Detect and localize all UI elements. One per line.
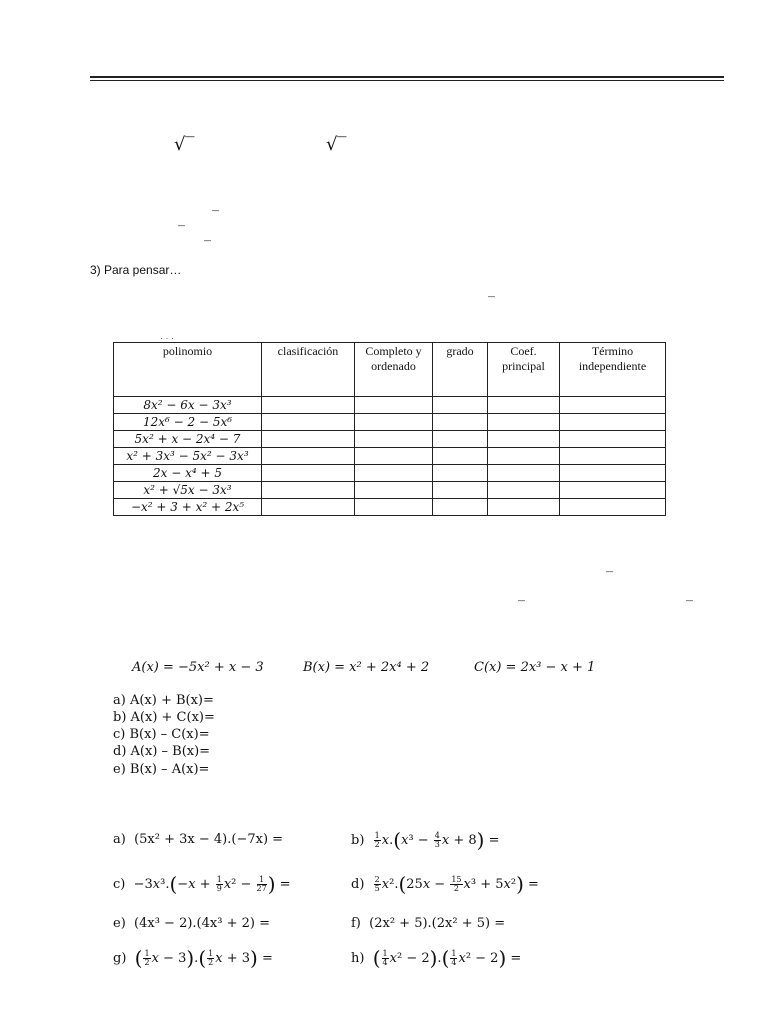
polynomial-cell: 8x² − 6x − 3x³	[114, 397, 262, 414]
empty-cell[interactable]	[488, 431, 560, 448]
empty-cell[interactable]	[262, 448, 355, 465]
list-item: b) A(x) + C(x)=	[113, 710, 215, 725]
fraction: $\frac{1}{2}$	[144, 949, 150, 967]
empty-cell[interactable]	[355, 431, 433, 448]
empty-cell[interactable]	[355, 499, 433, 516]
empty-cell[interactable]	[355, 465, 433, 482]
product-g-label: g)	[113, 951, 127, 966]
definition-a: A(x) = −5x² + x − 3	[132, 660, 264, 675]
header-polinomio: polinomio	[114, 343, 262, 397]
product-g: g) ( $\frac{1}{2}$ x − 3).( $\frac{1}{2}$ x + 3) =	[113, 946, 273, 970]
sqrt-fragment-2: √‾	[326, 134, 347, 155]
header-coef: Coef. principal	[488, 343, 560, 397]
header-grado: grado	[433, 343, 488, 397]
empty-cell[interactable]	[488, 414, 560, 431]
product-a-expr: (5x² + 3x − 4).(−7x) =	[134, 832, 284, 847]
list-item: a) A(x) + B(x)=	[113, 693, 214, 708]
header-rule-thick	[90, 76, 724, 78]
empty-cell[interactable]	[433, 499, 488, 516]
polynomial-cell: x² + √5x − 3x³	[114, 482, 262, 499]
table-header-row	[114, 343, 666, 397]
table-row	[114, 465, 666, 482]
list-item: c) B(x) – C(x)=	[113, 727, 210, 742]
product-a	[113, 832, 283, 847]
fraction: $\frac{2}{5}$	[374, 875, 380, 893]
empty-cell[interactable]	[560, 414, 666, 431]
polynomial-cell: 5x² + x − 2x⁴ − 7	[114, 431, 262, 448]
empty-cell[interactable]	[560, 482, 666, 499]
fraction: $\frac{1}{9}$	[216, 875, 222, 893]
product-f-expr: (2x² + 5).(2x² + 5) =	[369, 916, 506, 931]
empty-cell[interactable]	[355, 448, 433, 465]
empty-cell[interactable]	[488, 397, 560, 414]
fraction: $\frac{4}{3}$	[434, 831, 440, 849]
section-3-heading: 3) Para pensar…	[90, 263, 182, 277]
product-f	[351, 916, 505, 931]
dash-fragment-5: _	[606, 557, 613, 573]
product-h-label: h)	[351, 951, 365, 966]
empty-cell[interactable]	[488, 482, 560, 499]
product-a-label: a)	[113, 832, 126, 847]
table-row	[114, 414, 666, 431]
dash-fragment-7: _	[686, 586, 693, 602]
definition-b: B(x) = x² + 2x⁴ + 2	[303, 660, 430, 675]
empty-cell[interactable]	[433, 448, 488, 465]
empty-cell[interactable]	[262, 431, 355, 448]
empty-cell[interactable]	[433, 465, 488, 482]
empty-cell[interactable]	[560, 465, 666, 482]
empty-cell[interactable]	[560, 448, 666, 465]
table-row	[114, 482, 666, 499]
product-b: b) $\frac{1}{2}$ x.(x³ − $\frac{4}{3}$ x + 8) =	[351, 828, 500, 852]
empty-cell[interactable]	[560, 397, 666, 414]
product-e	[113, 916, 270, 931]
list-item: d) A(x) – B(x)=	[113, 744, 211, 759]
dash-fragment-1: _	[212, 196, 219, 212]
dot-marks: · · ·	[160, 333, 174, 343]
dash-fragment-6: _	[518, 586, 525, 602]
empty-cell[interactable]	[355, 397, 433, 414]
product-c: c) −3x³.(−x + $\frac{1}{9}$ x² − $\frac{1}{27}$ ) =	[113, 872, 291, 896]
empty-cell[interactable]	[262, 465, 355, 482]
empty-cell[interactable]	[433, 397, 488, 414]
product-h: h) ( $\frac{1}{4}$ x² − 2).( $\frac{1}{4}$ x² − 2) =	[351, 946, 522, 970]
empty-cell[interactable]	[433, 482, 488, 499]
empty-cell[interactable]	[433, 431, 488, 448]
fraction: $\frac{1}{4}$	[382, 949, 388, 967]
product-d: d) $\frac{2}{5}$ x².(25x − $\frac{15}{2}$ x³ + 5x²) =	[351, 872, 539, 896]
header-rule-thin	[90, 80, 724, 81]
list-item: e) B(x) – A(x)=	[113, 762, 210, 777]
header-termino: Término independiente	[560, 343, 666, 397]
polynomial-cell: −x² + 3 + x² + 2x⁵	[114, 499, 262, 516]
empty-cell[interactable]	[262, 499, 355, 516]
polynomial-cell: 12x⁶ − 2 − 5x⁶	[114, 414, 262, 431]
empty-cell[interactable]	[433, 414, 488, 431]
empty-cell[interactable]	[560, 499, 666, 516]
product-e-expr: (4x³ − 2).(4x³ + 2) =	[134, 916, 270, 931]
product-f-label: f)	[351, 916, 361, 931]
header-completo: Completo y ordenado	[355, 343, 433, 397]
product-c-label: c)	[113, 877, 126, 892]
fraction: $\frac{1}{2}$	[208, 949, 214, 967]
empty-cell[interactable]	[488, 499, 560, 516]
empty-cell[interactable]	[262, 397, 355, 414]
header-clasificacion: clasificación	[262, 343, 355, 397]
table-row	[114, 448, 666, 465]
empty-cell[interactable]	[262, 482, 355, 499]
fraction: $\frac{1}{27}$	[256, 875, 267, 893]
definition-c: C(x) = 2x³ − x + 1	[474, 660, 596, 675]
table-row	[114, 397, 666, 414]
empty-cell[interactable]	[355, 414, 433, 431]
product-e-label: e)	[113, 916, 126, 931]
table-row	[114, 431, 666, 448]
dash-fragment-3: _	[204, 226, 211, 242]
empty-cell[interactable]	[262, 414, 355, 431]
product-d-label: d)	[351, 877, 365, 892]
empty-cell[interactable]	[355, 482, 433, 499]
polynomial-cell: x² + 3x³ − 5x² − 3x³	[114, 448, 262, 465]
fraction: $\frac{1}{4}$	[451, 949, 457, 967]
polynomial-cell: 2x − x⁴ + 5	[114, 465, 262, 482]
empty-cell[interactable]	[488, 448, 560, 465]
product-b-label: b)	[351, 833, 365, 848]
polynomial-table	[113, 342, 666, 516]
empty-cell[interactable]	[488, 465, 560, 482]
table-row	[114, 499, 666, 516]
fraction: $\frac{1}{2}$	[374, 831, 380, 849]
empty-cell[interactable]	[560, 431, 666, 448]
dash-fragment-2: _	[178, 211, 185, 227]
dash-fragment-4: _	[488, 282, 495, 298]
fraction: $\frac{15}{2}$	[451, 875, 462, 893]
sqrt-fragment-1: √‾	[174, 134, 195, 155]
